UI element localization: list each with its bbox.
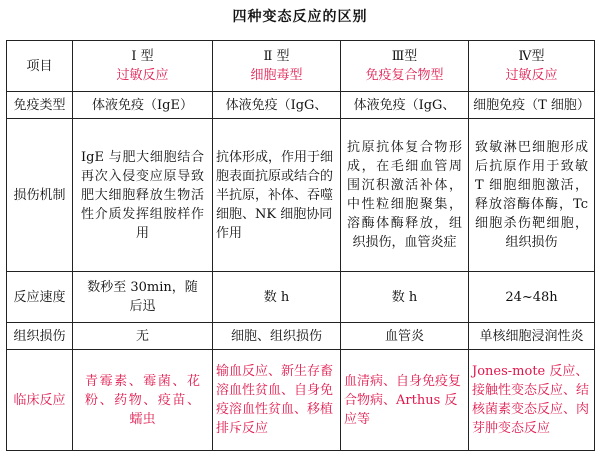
mechanism-cell-4: 致敏淋巴细胞形成后抗原作用于致敏 T 细胞细胞激活，释放溶酶体酶，Tc 细胞杀伤靶细胞，组织损伤 <box>469 119 595 272</box>
type-3-name: 免疫复合物型 <box>365 68 444 83</box>
immunity-cell-3: 体液免疫（IgG、 <box>341 92 469 119</box>
type-4-number: Ⅳ型 <box>518 49 545 64</box>
mechanism-cell-3: 抗原抗体复合物形成，在毛细血管周围沉积激活补体，中性粒细胞聚集，溶酶体酶释放，组织损伤，血管炎症 <box>341 119 469 272</box>
type-2-number: Ⅱ 型 <box>263 49 290 64</box>
immunity-cell-1: 体液免疫（IgE） <box>73 92 213 119</box>
type-1-name: 过敏反应 <box>116 68 169 83</box>
mechanism-cell-2: 抗体形成，作用于细胞表面抗原或结合的半抗原，补体、吞噬细胞、NK 细胞协同作用 <box>213 119 341 272</box>
type-1-number: Ⅰ 型 <box>131 49 154 64</box>
clinical-cell-1: 青霉素、霉菌、花粉、药物、疫苗、蠕虫 <box>73 350 213 451</box>
clinical-cell-3: 血清病、自身免疫复合物病、Arthus 反应等 <box>341 350 469 451</box>
table-row-speed <box>7 272 595 323</box>
damage-cell-1: 无 <box>73 323 213 350</box>
header-type-2 <box>213 41 341 92</box>
table-row-damage <box>7 323 595 350</box>
header-item-cell <box>7 41 73 92</box>
immunity-cell-4: 细胞免疫（T 细胞） <box>469 92 595 119</box>
damage-cell-4: 单核细胞浸润性炎 <box>469 323 595 350</box>
row-label-mechanism: 损伤机制 <box>7 119 73 272</box>
type-4-name: 过敏反应 <box>505 68 558 83</box>
speed-cell-2: 数 h <box>213 272 341 323</box>
header-type-1 <box>73 41 213 92</box>
row-label-speed: 反应速度 <box>7 272 73 323</box>
page-title: 四种变态反应的区别 <box>232 9 368 25</box>
clinical-cell-2: 输血反应、新生存畜溶血性贫血、自身免疫溶血性贫血、移植排斥反应 <box>213 350 341 451</box>
header-item-label: 项目 <box>26 58 53 74</box>
immunity-cell-2: 体液免疫（IgG、 <box>213 92 341 119</box>
row-label-damage: 组织损伤 <box>7 323 73 350</box>
header-type-3 <box>341 41 469 92</box>
table-header-row <box>7 41 595 92</box>
table-row-clinical <box>7 350 595 451</box>
mechanism-cell-1: IgE 与肥大细胞结合再次入侵变应原导致肥大细胞释放生物活性介质发挥组胺样作用 <box>73 119 213 272</box>
speed-cell-1: 数秒至 30min，随后迅 <box>73 272 213 323</box>
type-2-name: 细胞毒型 <box>250 68 303 83</box>
row-label-clinical: 临床反应 <box>7 350 73 451</box>
row-label-immunity: 免疫类型 <box>7 92 73 119</box>
type-3-number: Ⅲ型 <box>391 49 418 64</box>
table-row-immunity <box>7 92 595 119</box>
speed-cell-4: 24~48h <box>469 272 595 323</box>
speed-cell-3: 数 h <box>341 272 469 323</box>
header-type-4 <box>469 41 595 92</box>
damage-cell-3: 血管炎 <box>341 323 469 350</box>
damage-cell-2: 细胞、组织损伤 <box>213 323 341 350</box>
table-row-mechanism <box>7 119 595 272</box>
clinical-cell-4: Jones-mote 反应、接触性变态反应、结核菌素变态反应、肉芽肿变态反应 <box>469 350 595 451</box>
comparison-table <box>6 40 595 451</box>
